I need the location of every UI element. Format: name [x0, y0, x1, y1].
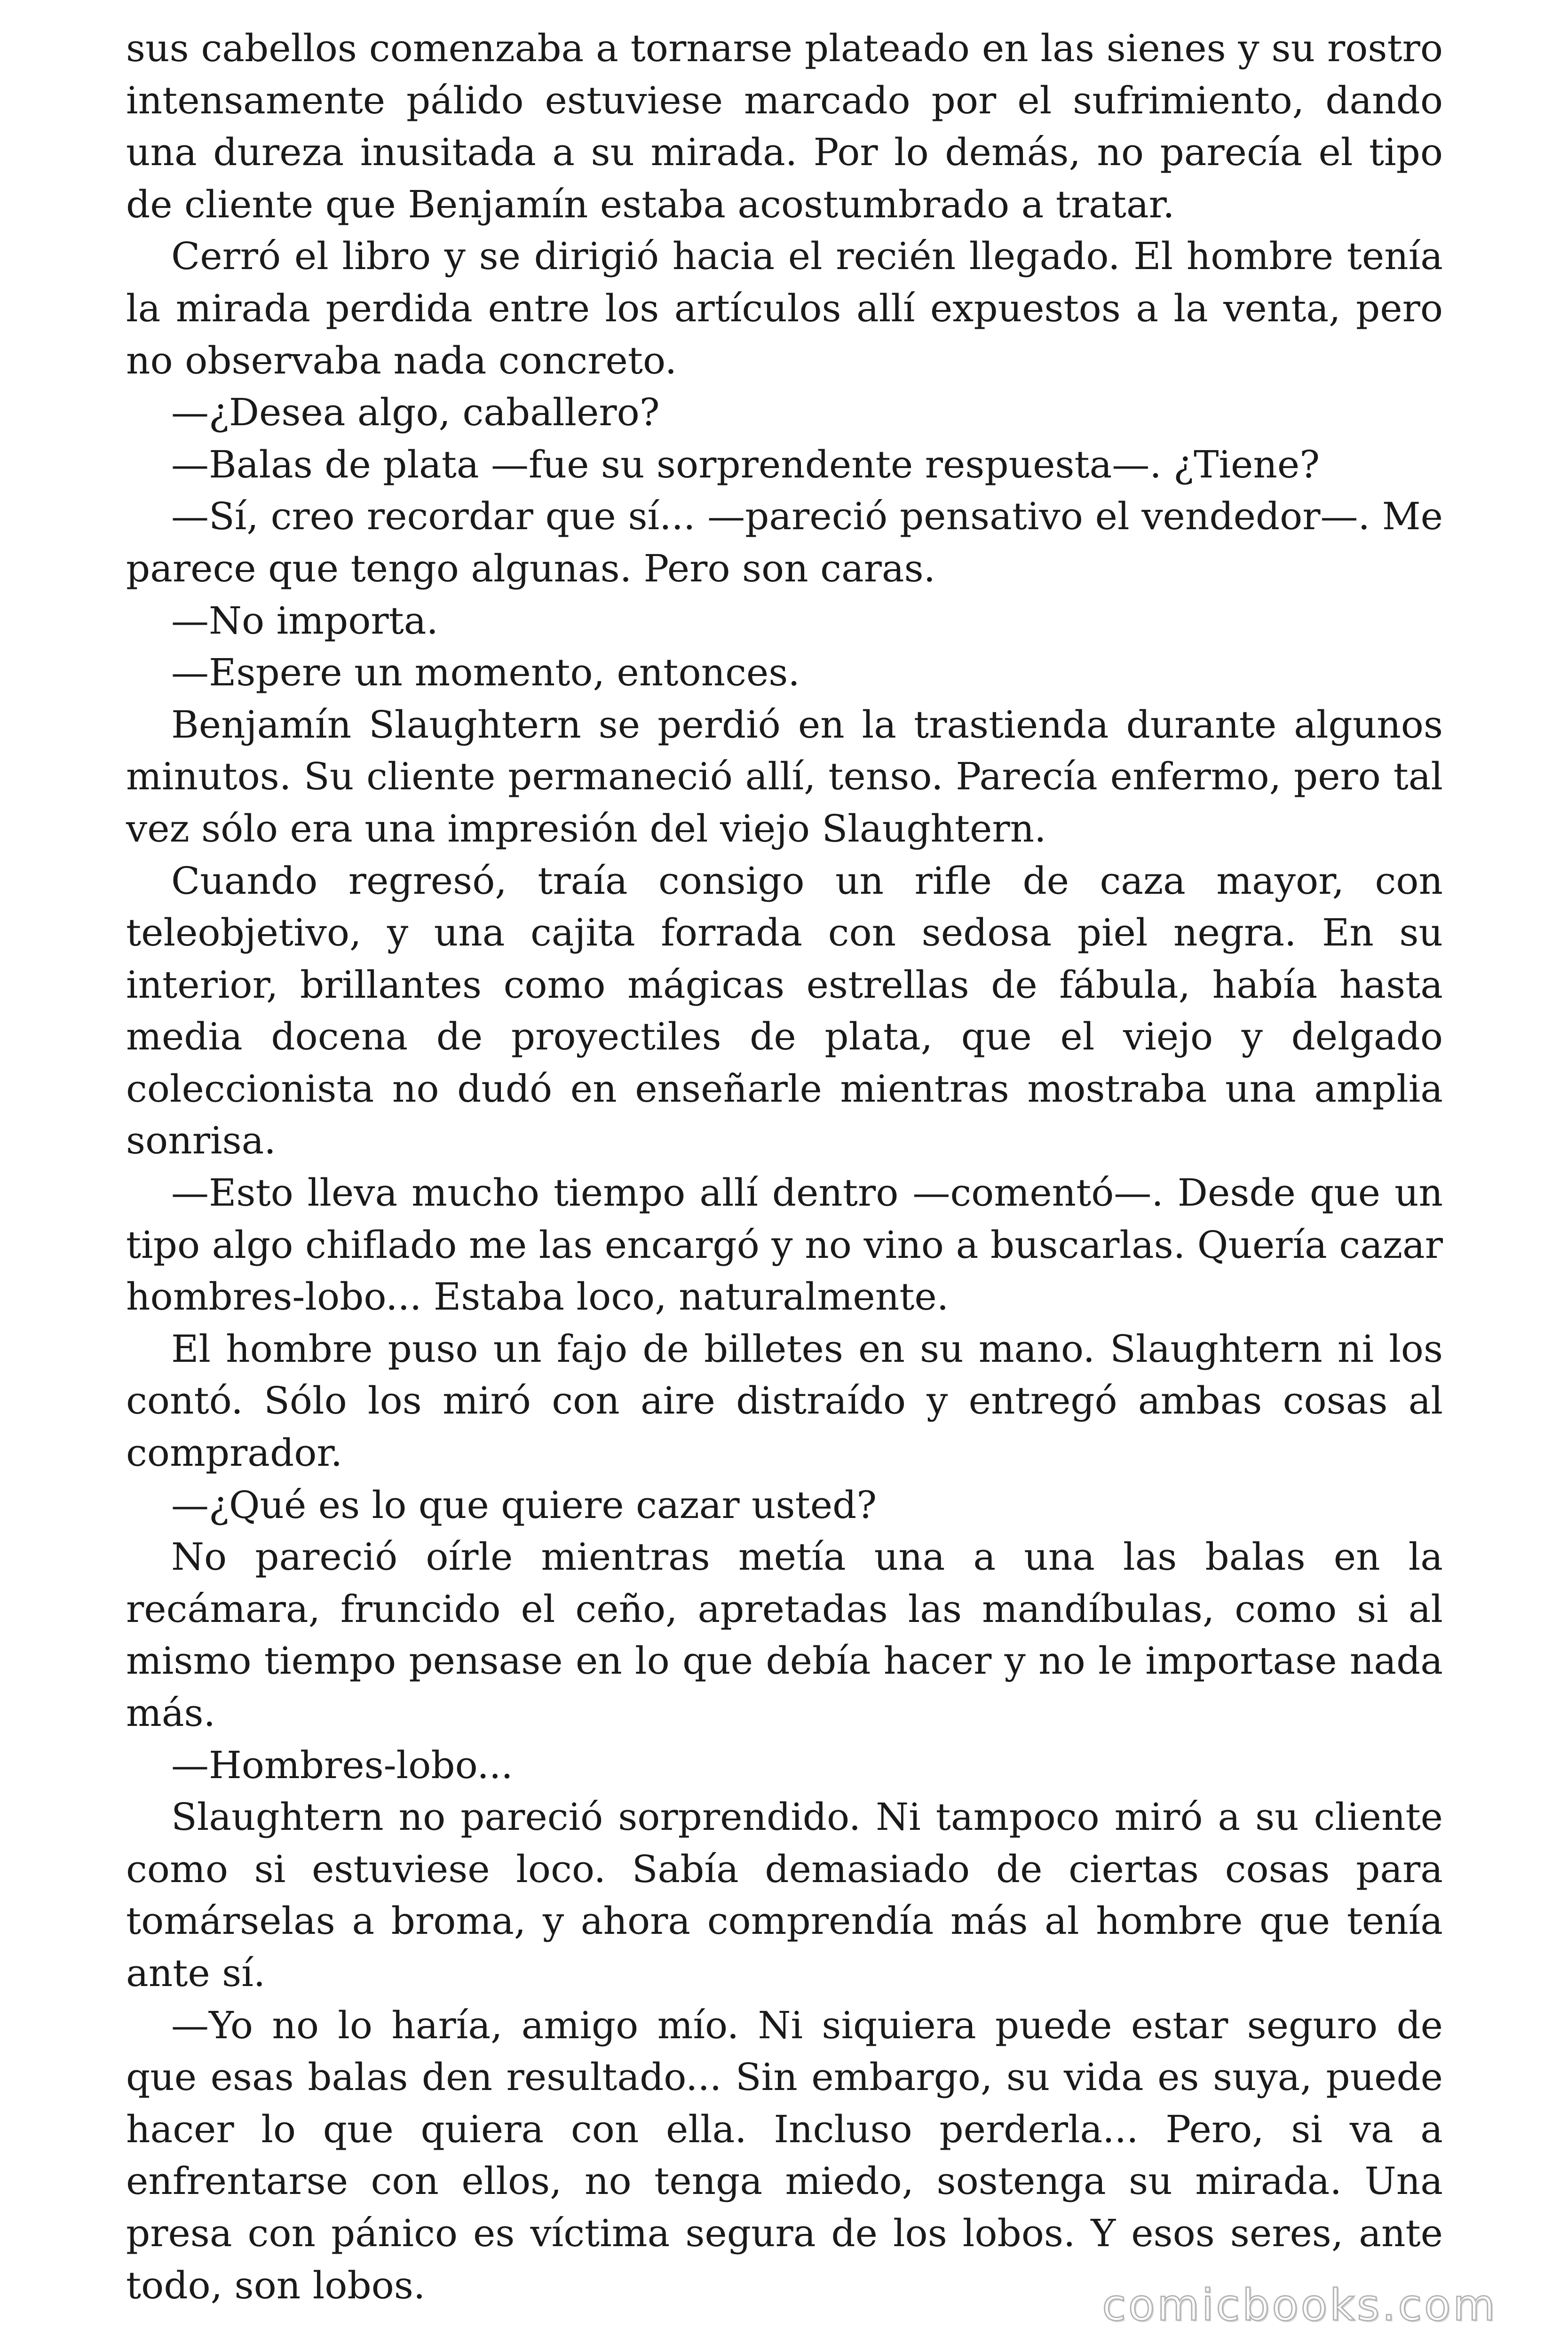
- paragraph-6: —No importa.: [171, 598, 438, 643]
- paragraph-1: sus cabellos comenzaba a tornarse plateado en las sienes y su rostro intensamente pálido estuviese marcado por el sufrimiento, dando una dureza inusitada a su mirada. Por lo demás, no parecía el tipo de cliente que Benjamín estaba acostumbrado a tratar.: [126, 26, 1443, 226]
- paragraph-3: —¿Desea algo, caballero?: [171, 390, 660, 435]
- paragraph-9: Cuando regresó, traía consigo un rifle de caza mayor, con teleobjetivo, y una cajita forrada con sedosa piel negra. En su interior, brillantes como mágicas estrellas de fábula, había hasta media docena de proyectiles de plata, que el viejo y delgado coleccionista no dudó en enseñarle mientras mostraba una amplia sonrisa.: [126, 858, 1443, 1163]
- paragraph-8: Benjamín Slaughtern se perdió en la trastienda durante algunos minutos. Su cliente permaneció allí, tenso. Parecía enfermo, pero tal vez sólo era una impresión del viejo Slaughtern.: [126, 702, 1443, 850]
- paragraph-5: —Sí, creo recordar que sí... —pareció pensativo el vendedor—. Me parece que tengo algunas. Pero son caras.: [126, 494, 1443, 590]
- paragraph-7: —Espere un momento, entonces.: [171, 651, 800, 695]
- paragraph-15: Slaughtern no pareció sorprendido. Ni tampoco miró a su cliente como si estuviese loco. Sabía demasiado de ciertas cosas para tomárselas a broma, y ahora comprendía más al hombre que tenía ante sí.: [126, 1795, 1443, 1995]
- watermark: comicbooks.com: [1102, 2280, 1497, 2330]
- paragraph-14: —Hombres-lobo...: [171, 1743, 513, 1787]
- paragraph-10: —Esto lleva mucho tiempo allí dentro —comentó—. Desde que un tipo algo chiflado me las encargó y no vino a buscarlas. Quería cazar hombres-lobo... Estaba loco, naturalmente.: [126, 1171, 1443, 1319]
- paragraph-2: Cerró el libro y se dirigió hacia el recién llegado. El hombre tenía la mirada perdida entre los artículos allí expuestos a la venta, pero no observaba nada concreto.: [126, 234, 1443, 382]
- paragraph-13: No pareció oírle mientras metía una a una las balas en la recámara, fruncido el ceño, apretadas las mandíbulas, como si al mismo tiempo pensase en lo que debía hacer y no le importase nada más.: [126, 1535, 1443, 1735]
- paragraph-12: —¿Qué es lo que quiere cazar usted?: [171, 1483, 877, 1527]
- page-text: [126, 23, 1443, 2312]
- paragraph-16: —Yo no lo haría, amigo mío. Ni siquiera puede estar seguro de que esas balas den resultado... Sin embargo, su vida es suya, puede hacer lo que quiera con ella. Incluso perderla... Pero, si va a enfrentarse con ellos, no tenga miedo, sostenga su mirada. Una presa con pánico es víctima segura de los lobos. Y esos seres, ante todo, son lobos.: [126, 2003, 1443, 2307]
- paragraph-11: El hombre puso un fajo de billetes en su mano. Slaughtern ni los contó. Sólo los miró con aire distraído y entregó ambas cosas al comprador.: [126, 1327, 1443, 1475]
- paragraph-4: —Balas de plata —fue su sorprendente respuesta—. ¿Tiene?: [171, 442, 1320, 486]
